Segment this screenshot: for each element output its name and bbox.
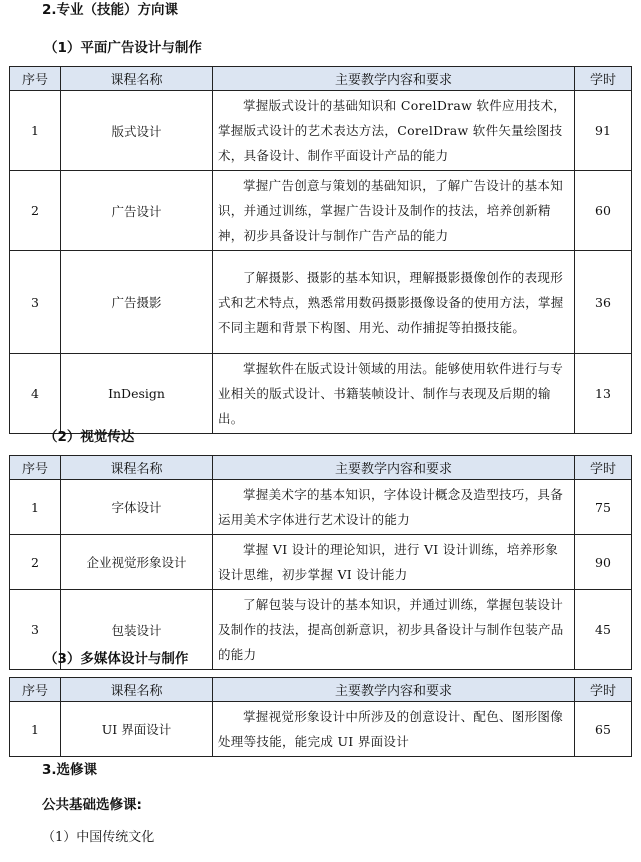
cell-no: 2 xyxy=(10,535,61,590)
group-title-3: （3）多媒体设计与制作 xyxy=(44,651,189,667)
table-row xyxy=(10,354,632,434)
table-row xyxy=(10,251,632,354)
cell-name: 字体设计 xyxy=(61,480,213,535)
cell-hours: 90 xyxy=(575,535,632,590)
cell-name: 包装设计 xyxy=(61,590,213,670)
table-header-row xyxy=(10,456,632,480)
cell-content: 掌握软件在版式设计领域的用法。能够使用软件进行与专业相关的版式设计、书籍装帧设计、制作与表现及后期的输出。 xyxy=(213,354,575,434)
public-elective-label: 公共基础选修课: xyxy=(42,797,142,813)
elective-title: 3.选修课 xyxy=(42,762,98,778)
header-hours: 学时 xyxy=(575,456,632,480)
cell-no: 4 xyxy=(10,354,61,434)
cell-no: 1 xyxy=(10,480,61,535)
header-hours: 学时 xyxy=(575,678,632,702)
cell-no: 3 xyxy=(10,251,61,354)
cell-hours: 75 xyxy=(575,480,632,535)
header-name: 课程名称 xyxy=(61,678,213,702)
cell-name: UI 界面设计 xyxy=(61,702,213,757)
cell-content: 掌握 VI 设计的理论知识，进行 VI 设计训练，培养形象设计思维，初步掌握 VI 设计能力 xyxy=(213,535,575,590)
header-no: 序号 xyxy=(10,456,61,480)
cell-hours: 36 xyxy=(575,251,632,354)
table-row xyxy=(10,480,632,535)
table-row xyxy=(10,171,632,251)
cell-name: 企业视觉形象设计 xyxy=(61,535,213,590)
header-no: 序号 xyxy=(10,67,61,91)
cell-no: 1 xyxy=(10,91,61,171)
section-title: 2.专业（技能）方向课 xyxy=(42,2,179,18)
table-row xyxy=(10,535,632,590)
cell-content: 掌握美术字的基本知识，字体设计概念及造型技巧，具备运用美术字体进行艺术设计的能力 xyxy=(213,480,575,535)
cell-hours: 65 xyxy=(575,702,632,757)
cell-no: 1 xyxy=(10,702,61,757)
cell-name: InDesign xyxy=(61,354,213,434)
table-header-row xyxy=(10,67,632,91)
group-title-1: （1）平面广告设计与制作 xyxy=(44,40,202,56)
cell-name: 版式设计 xyxy=(61,91,213,171)
cell-no: 2 xyxy=(10,171,61,251)
course-table-1 xyxy=(9,66,632,434)
header-hours: 学时 xyxy=(575,67,632,91)
cell-content: 了解摄影、摄影的基本知识，理解摄影摄像创作的表现形式和艺术特点，熟悉常用数码摄影摄像设备的使用方法，掌握不同主题和背景下构图、用光、动作捕捉等拍摄技能。 xyxy=(213,251,575,354)
cell-hours: 45 xyxy=(575,590,632,670)
table-header-row xyxy=(10,678,632,702)
header-content: 主要教学内容和要求 xyxy=(213,678,575,702)
course-table-3 xyxy=(9,677,632,757)
header-content: 主要教学内容和要求 xyxy=(213,456,575,480)
header-name: 课程名称 xyxy=(61,67,213,91)
table-row xyxy=(10,91,632,171)
header-name: 课程名称 xyxy=(61,456,213,480)
header-content: 主要教学内容和要求 xyxy=(213,67,575,91)
cell-no: 3 xyxy=(10,590,61,670)
cell-name: 广告设计 xyxy=(61,171,213,251)
public-elective-item: （1）中国传统文化 xyxy=(42,830,155,845)
course-table-2 xyxy=(9,455,632,670)
cell-content: 掌握广告创意与策划的基础知识，了解广告设计的基本知识，并通过训练，掌握广告设计及制作的技法，培养创新精神，初步具备设计与制作广告产品的能力 xyxy=(213,171,575,251)
cell-hours: 60 xyxy=(575,171,632,251)
header-no: 序号 xyxy=(10,678,61,702)
cell-hours: 13 xyxy=(575,354,632,434)
cell-name: 广告摄影 xyxy=(61,251,213,354)
table-row xyxy=(10,702,632,757)
cell-content: 掌握版式设计的基础知识和 CorelDraw 软件应用技术，掌握版式设计的艺术表达方法，CorelDraw 软件矢量绘图技术，具备设计、制作平面设计产品的能力 xyxy=(213,91,575,171)
cell-hours: 91 xyxy=(575,91,632,171)
cell-content: 掌握视觉形象设计中所涉及的创意设计、配色、图形图像处理等技能，能完成 UI 界面设计 xyxy=(213,702,575,757)
group-title-2: （2）视觉传达 xyxy=(44,429,135,445)
cell-content: 了解包装与设计的基本知识，并通过训练，掌握包装设计及制作的技法，提高创新意识，初步具备设计与制作包装产品的能力 xyxy=(213,590,575,670)
